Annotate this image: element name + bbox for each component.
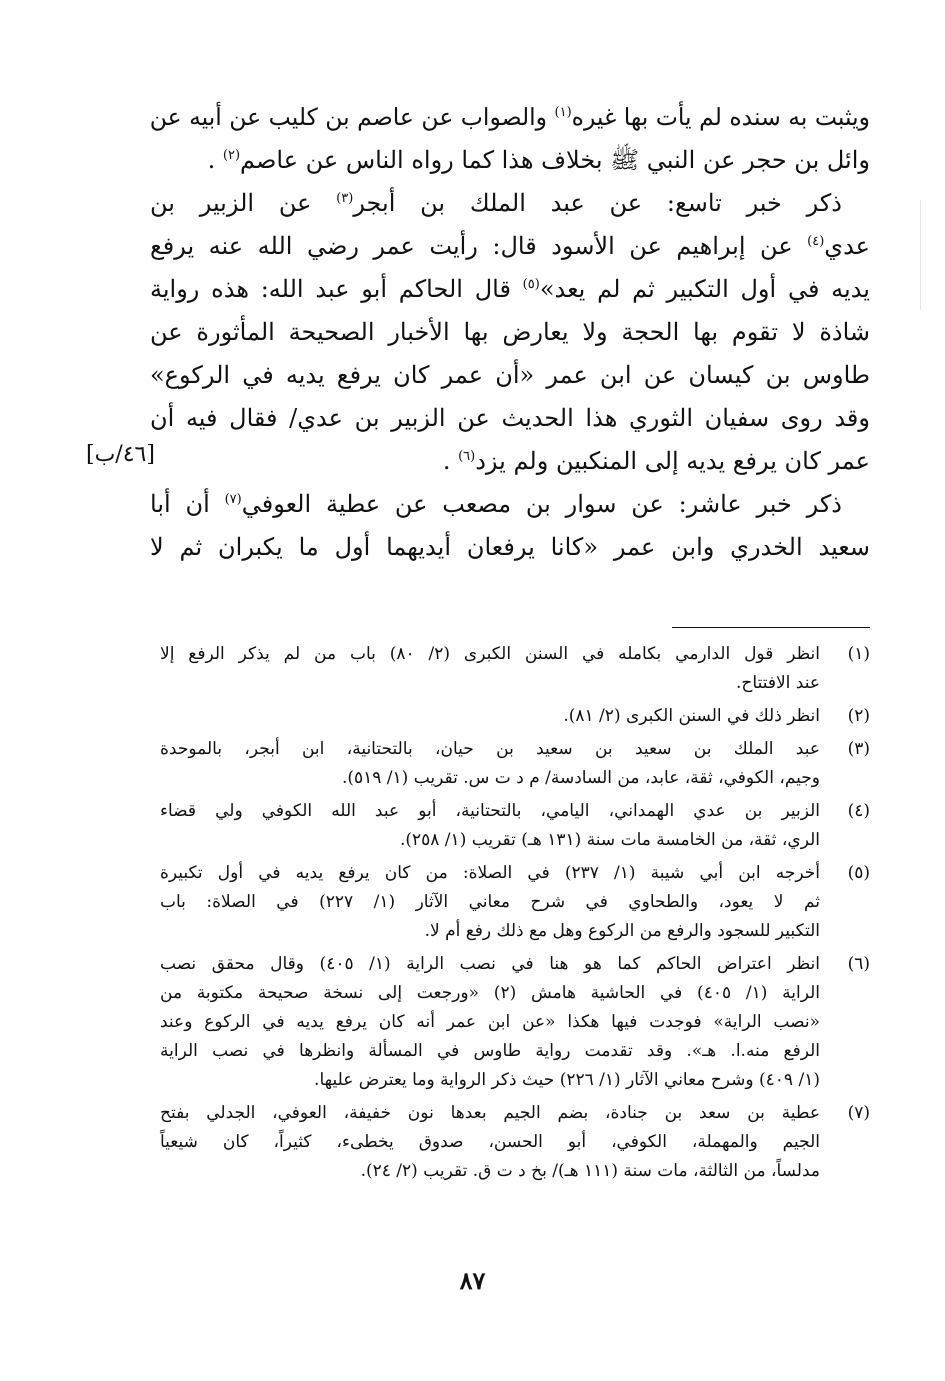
line-text: طاوس بن كيسان عن ابن عمر «أن عمر كان يرفع يديه في الركوع» bbox=[150, 361, 870, 389]
footnotes-block bbox=[160, 640, 870, 1190]
footnote bbox=[160, 950, 870, 1095]
line-text: وقد روى سفيان الثوري هذا الحديث عن الزبير بن عدي/ فقال فيه أن bbox=[150, 404, 870, 432]
line-text: عمر كان يرفع يديه إلى المنكبين ولم يزد bbox=[475, 447, 870, 475]
footnote-body bbox=[160, 640, 820, 698]
footnote-number: (٢) bbox=[847, 706, 870, 726]
line-text: سعيد الخدري وابن عمر «كانا يرفعان أيديهما أول ما يكبران ثم لا bbox=[150, 533, 870, 561]
line-text: أن أبا bbox=[150, 490, 225, 518]
footnote-separator-rule bbox=[672, 627, 870, 628]
main-text-line bbox=[150, 354, 870, 397]
main-text-line bbox=[150, 311, 870, 354]
line-text: ويثبت به سنده لم يأت بها غيره bbox=[571, 103, 870, 131]
footnote-reference: (٥) bbox=[522, 277, 540, 292]
line-text: والصواب عن عاصم بن كليب عن أبيه عن bbox=[149, 103, 555, 131]
footnote-line: انظر اعتراض الحاكم كما هو هنا في نصب الراية (١/ ٤٠٥) وقال محقق نصب bbox=[160, 954, 821, 974]
footnote-line: عطية بن سعد بن جنادة، بضم الجيم بعدها نون خفيفة، العوفي، الجدلي بفتح bbox=[160, 1103, 820, 1123]
footnote-line: انظر قول الدارمي بكامله في السنن الكبرى (٢/ ٨٠) باب من لم يذكر الرفع إلا bbox=[160, 644, 820, 664]
footnote-reference: (٣) bbox=[336, 191, 354, 206]
footnote-number: (٦) bbox=[847, 954, 870, 974]
footnote-body bbox=[160, 950, 820, 1095]
main-text-line bbox=[150, 440, 870, 483]
main-text-line bbox=[150, 483, 870, 526]
main-text-line bbox=[150, 96, 870, 139]
footnote bbox=[160, 859, 870, 946]
footnote-line: الزبير بن عدي الهمداني، اليامي، بالتحتانية، أبو عبد الله الكوفي ولي قضاء bbox=[160, 801, 820, 821]
main-text-line bbox=[150, 397, 870, 440]
footnote bbox=[160, 1099, 870, 1186]
main-text-line bbox=[150, 225, 870, 268]
footnote-number: (١) bbox=[847, 644, 870, 664]
footnote bbox=[160, 702, 870, 731]
footnote-line: عبد الملك بن سعيد بن سعيد بن حيان، بالتحتانية، ابن أبجر، بالموحدة bbox=[160, 739, 820, 759]
footnote-body bbox=[160, 735, 820, 793]
footnote-line: (١/ ٤٠٩) وشرح معاني الآثار (١/ ٢٢٦) حيث ذكر الرواية وما يعترض عليها. bbox=[314, 1070, 820, 1090]
footnote-line: مدلساً، من الثالثة، مات سنة (١١١ هـ)/ بخ د ت ق. تقريب (٢/ ٢٤). bbox=[360, 1161, 820, 1181]
line-text: . bbox=[442, 447, 459, 475]
footnote-number: (٥) bbox=[847, 863, 870, 883]
footnote-reference: (٧) bbox=[224, 492, 242, 507]
scan-edge-mark bbox=[920, 200, 921, 310]
footnote-number: (٤) bbox=[847, 801, 870, 821]
footnote-body bbox=[160, 702, 820, 731]
footnote-body bbox=[160, 1099, 820, 1186]
footnote-reference: (٤) bbox=[807, 234, 825, 249]
line-text: ذكر خبر تاسع: عن عبد الملك بن أبجر bbox=[353, 189, 842, 217]
line-text: عن إبراهيم عن الأسود قال: رأيت عمر رضي الله عنه يرفع bbox=[150, 232, 808, 260]
main-text-line bbox=[150, 182, 870, 225]
footnote-reference: (٢) bbox=[222, 148, 241, 163]
footnote-line: وجيم، الكوفي، ثقة، عابد، من السادسة/ م د ت س. تقريب (١/ ٥١٩). bbox=[341, 768, 820, 788]
line-text: عن الزبير بن bbox=[150, 189, 337, 217]
footnote-line: أخرجه ابن أبي شيبة (١/ ٢٣٧) في الصلاة: من كان يرفع يديه في أول تكبيرة bbox=[160, 863, 820, 883]
footnote-reference: (١) bbox=[554, 105, 572, 120]
footnote-line: الري، ثقة، من الخامسة مات سنة (١٣١ هـ) تقريب (١/ ٢٥٨). bbox=[399, 830, 820, 850]
footnote-body bbox=[160, 859, 820, 946]
footnote bbox=[160, 735, 870, 793]
main-text-line bbox=[150, 268, 870, 311]
footnote-line: ثم لا يعود، والطحاوي في شرح معاني الآثار (١/ ٢٢٧) في الصلاة: باب bbox=[160, 892, 820, 912]
footnote-number: (٣) bbox=[847, 739, 870, 759]
footnote-line: الجيم والمهملة، الكوفي، أبو الحسن، صدوق يخطىء، كثيراً، كان شيعياً bbox=[160, 1132, 820, 1152]
main-text-line bbox=[150, 139, 870, 182]
line-text: . bbox=[207, 146, 223, 174]
page-number: ٨٧ bbox=[459, 1266, 486, 1295]
footnote-body bbox=[160, 797, 820, 855]
main-text-line bbox=[150, 526, 870, 569]
line-text: عدي bbox=[824, 232, 870, 260]
footnote-line: انظر ذلك في السنن الكبرى (٢/ ٨١). bbox=[563, 706, 820, 726]
manuscript-folio-marker: [٤٦/ب] bbox=[86, 442, 155, 467]
line-text: وائل بن حجر عن النبي ﷺ بخلاف هذا كما رواه الناس عن عاصم bbox=[240, 146, 870, 174]
footnote-line: عند الافتتاح. bbox=[736, 673, 820, 693]
footnote bbox=[160, 640, 870, 698]
footnote-number: (٧) bbox=[847, 1103, 870, 1123]
line-text: يديه في أول التكبير ثم لم يعد» bbox=[539, 275, 870, 303]
line-text: قال الحاكم أبو عبد الله: هذه رواية bbox=[150, 275, 523, 303]
footnote-line: «نصب الراية» فوجدت فيها هكذا «عن ابن عمر أنه كان يرفع يديه في الركوع وعند bbox=[160, 1012, 820, 1032]
line-text: ذكر خبر عاشر: عن سوار بن مصعب عن عطية العوفي bbox=[241, 490, 842, 518]
main-text-block bbox=[150, 96, 870, 569]
line-text: شاذة لا تقوم بها الحجة ولا يعارض بها الأخبار الصحيحة المأثورة عن bbox=[150, 318, 870, 346]
footnote-reference: (٦) bbox=[458, 449, 476, 464]
footnote-line: الرفع منه.ا. هـ». وقد تقدمت رواية طاوس في المسألة وانظرها في نصب الراية bbox=[160, 1041, 820, 1061]
footnote-line: الراية (١/ ٤٠٥) في الحاشية هامش (٢) «ورجعت إلى نسخة صحيحة مكتوبة من bbox=[160, 983, 821, 1003]
footnote bbox=[160, 797, 870, 855]
footnote-line: التكبير للسجود والرفع من الركوع وهل مع ذلك رفع أم لا. bbox=[424, 921, 820, 941]
